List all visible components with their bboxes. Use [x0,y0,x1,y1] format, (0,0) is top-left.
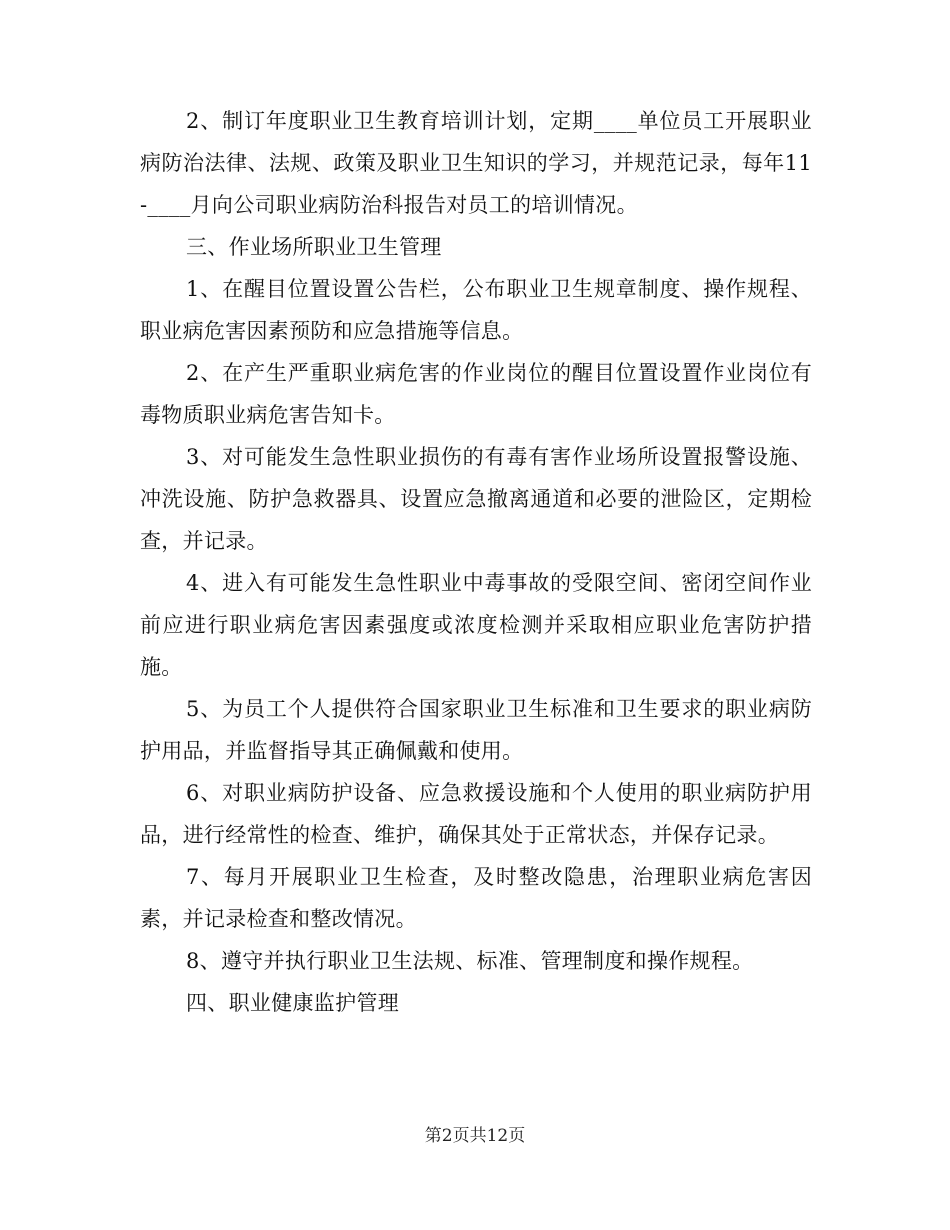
paragraph-training-plan: 2、制订年度职业卫生教育培训计划，定期____单位员工开展职业病防治法律、法规、政策及职业卫生知识的学习，并规范记录，每年11-____月向公司职业病防治科报告对员工的培训情况。 [140,109,812,217]
paragraph-alarm-facilities: 3、对可能发生急性职业损伤的有毒有害作业场所设置报警设施、冲洗设施、防护急救器具、设置应急撤离通道和必要的泄险区，定期检查，并记录。 [140,445,812,553]
paragraph-hazard-notice-card: 2、在产生严重职业病危害的作业岗位的醒目位置设置作业岗位有毒物质职业病危害告知卡。 [140,361,812,427]
paragraph-monthly-inspection: 7、每月开展职业卫生检查，及时整改隐患，治理职业病危害因素，并记录检查和整改情况。 [140,865,812,931]
paragraph-confined-space: 4、进入有可能发生急性职业中毒事故的受限空间、密闭空间作业前应进行职业病危害因素强度或浓度检测并采取相应职业危害防护措施。 [140,571,812,679]
section-heading-health-monitoring: 四、职业健康监护管理 [186,991,399,1015]
paragraph-equipment-maintenance: 6、对职业病防护设备、应急救援设施和个人使用的职业病防护用品，进行经常性的检查、维护，确保其处于正常状态，并保存记录。 [140,781,812,847]
document-body [140,100,812,1024]
section-heading-workplace-hygiene: 三、作业场所职业卫生管理 [186,235,442,259]
paragraph-bulletin-board: 1、在醒目位置设置公告栏，公布职业卫生规章制度、操作规程、职业病危害因素预防和应急措施等信息。 [140,277,812,343]
page-number-footer: 第2页共12页 [424,1126,526,1146]
paragraph-protective-equipment: 5、为员工个人提供符合国家职业卫生标准和卫生要求的职业病防护用品，并监督指导其正确佩戴和使用。 [140,697,812,763]
paragraph-compliance: 8、遵守并执行职业卫生法规、标准、管理制度和操作规程。 [186,949,754,973]
